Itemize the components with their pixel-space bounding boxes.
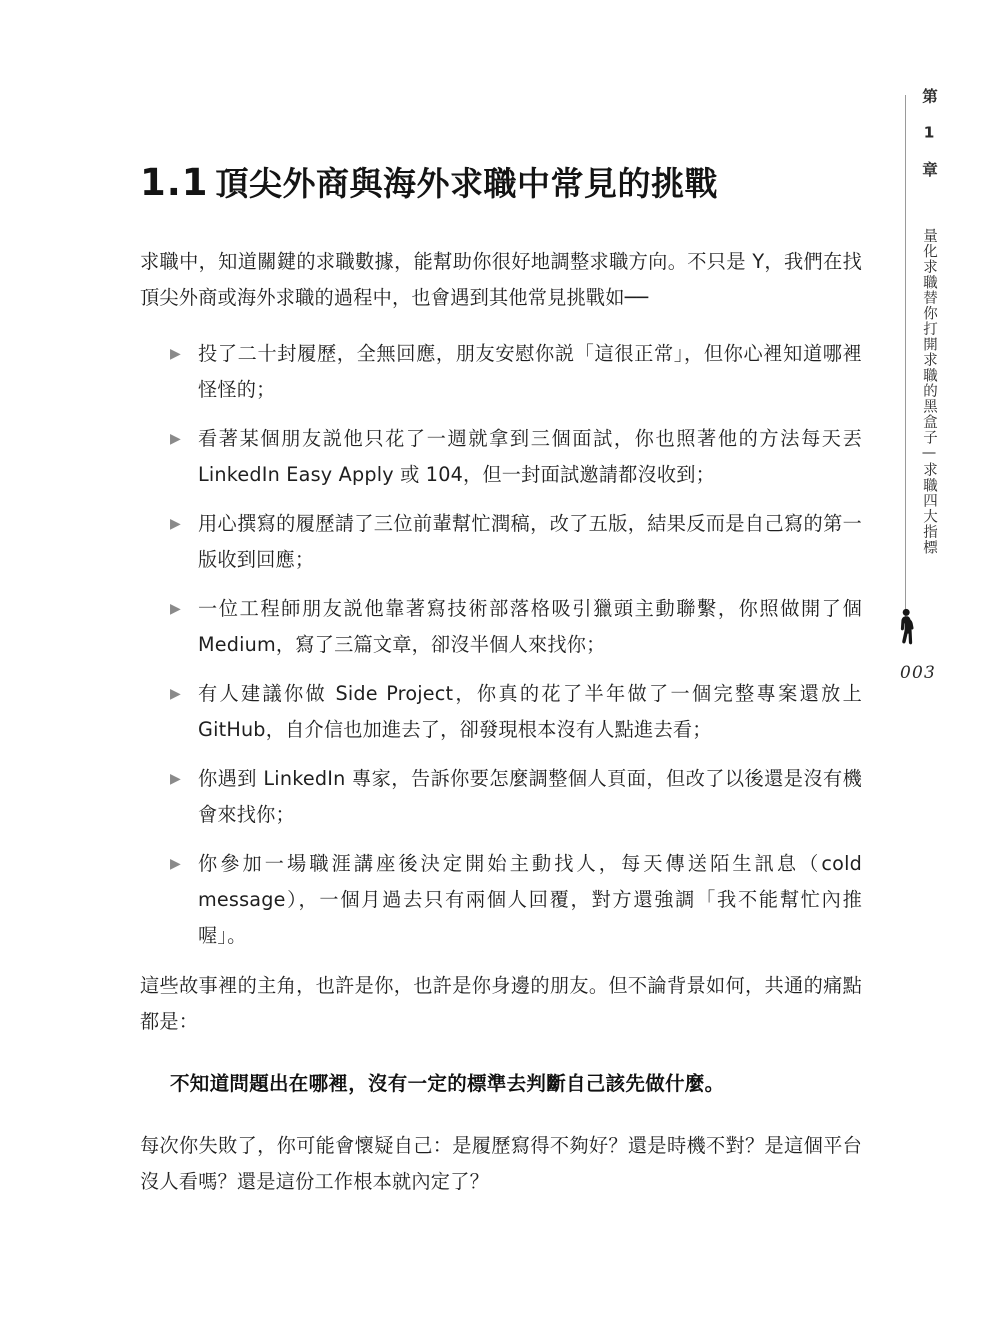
list-item <box>170 676 862 748</box>
running-head <box>914 88 940 555</box>
list-item <box>170 421 862 493</box>
running-head-sidebar <box>884 88 974 708</box>
list-item <box>170 336 862 408</box>
list-item <box>170 506 862 578</box>
closing-paragraph: 每次你失敗了，你可能會懷疑自己：是履歷寫得不夠好？還是時機不對？是這個平台沒人看嗎？還是這份工作根本就內定了？ <box>140 1134 862 1194</box>
lead-paragraph: 求職中，知道關鍵的求職數據，能幫助你很好地調整求職方向。不只是 Y，我們在找頂尖外商或海外求職的過程中，也會遇到其他常見挑戰如── <box>140 250 862 310</box>
challenges-list <box>140 336 862 954</box>
main-text-column <box>140 160 862 1216</box>
triangle-bullet-icon: ▶ <box>170 431 181 448</box>
list-item-text: 用心撰寫的履歷請了三位前輩幫忙潤稿，改了五版，結果反而是自己寫的第一版收到回應； <box>198 512 862 572</box>
triangle-bullet-icon: ▶ <box>170 856 181 873</box>
triangle-bullet-icon: ▶ <box>170 346 181 363</box>
key-statement: 不知道問題出在哪裡，沒有一定的標準去判斷自己該先做什麼。 <box>170 1072 725 1096</box>
page-title <box>140 160 862 206</box>
list-item-text: 投了二十封履歷，全無回應，朋友安慰你説「這很正常」，但你心裡知道哪裡怪怪的； <box>198 342 862 402</box>
list-item-text: 看著某個朋友説他只花了一週就拿到三個面試，你也照著他的方法每天丟 LinkedIn Easy Apply 或 104，但一封面試邀請都沒收到； <box>198 427 862 487</box>
list-item-text: 你遇到 LinkedIn 專家，告訴你要怎麼調整個人頁面，但改了以後還是沒有機會來找你； <box>198 767 862 827</box>
vertical-divider <box>905 95 906 633</box>
list-item <box>170 591 862 663</box>
list-item <box>170 846 862 954</box>
triangle-bullet-icon: ▶ <box>170 686 181 703</box>
list-item-text: 有人建議你做 Side Project，你真的花了半年做了一個完整專案還放上 GitHub，自介信也加進去了，卻發現根本沒有人點進去看； <box>198 682 862 742</box>
walking-person-icon <box>896 608 918 650</box>
section-heading-text: 頂尖外商與海外求職中常見的挑戰 <box>215 164 719 203</box>
triangle-bullet-icon: ▶ <box>170 516 181 533</box>
section-number: 1.1 <box>140 161 209 204</box>
page-number: 003 <box>900 663 937 683</box>
list-item-text: 你參加一場職涯講座後決定開始主動找人，每天傳送陌生訊息（cold message），一個月過去只有兩個人回覆，對方還強調「我不能幫忙內推喔」。 <box>198 852 862 948</box>
list-item <box>170 761 862 833</box>
triangle-bullet-icon: ▶ <box>170 771 181 788</box>
transition-paragraph: 這些故事裡的主角，也許是你，也許是你身邊的朋友。但不論背景如何，共通的痛點都是： <box>140 974 862 1034</box>
list-item-text: 一位工程師朋友説他靠著寫技術部落格吸引獵頭主動聯繫，你照做開了個 Medium，寫了三篇文章，卻沒半個人來找你； <box>198 597 862 657</box>
running-head-title: 量化求職替你打開求職的黑盒子—求職四大指標 <box>921 228 937 555</box>
running-head-chapter: 第 1 章 <box>920 88 938 178</box>
triangle-bullet-icon: ▶ <box>170 601 181 618</box>
